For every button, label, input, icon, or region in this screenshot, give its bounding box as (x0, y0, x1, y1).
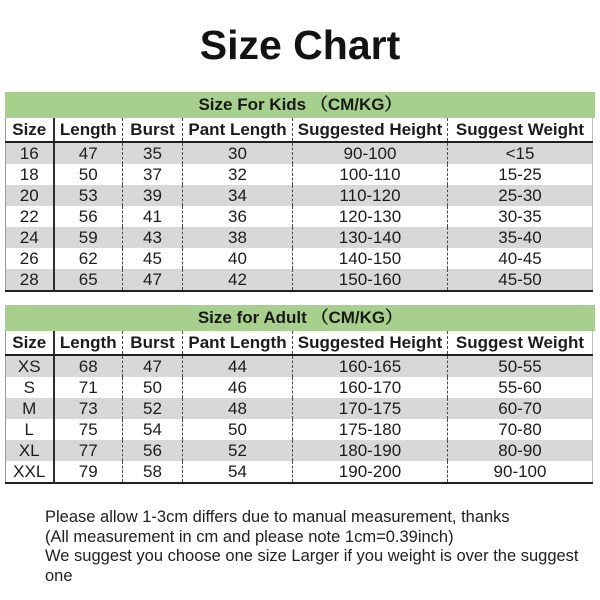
column-header-pant-length: Pant Length (183, 331, 293, 355)
column-header-suggested-height: Suggested Height (293, 331, 448, 355)
table-cell: 53 (54, 185, 123, 206)
adult-section-header: Size for Adult （CM/KG） (5, 305, 595, 331)
table-row (6, 355, 593, 377)
table-row (6, 398, 593, 419)
table-row (6, 227, 593, 248)
kids-header-row (6, 118, 593, 142)
table-cell: 77 (54, 440, 123, 461)
table-row (6, 164, 593, 185)
table-cell: 34 (183, 185, 293, 206)
table-row (6, 269, 593, 291)
column-header-size: Size (6, 118, 54, 142)
table-cell: 50-55 (448, 355, 593, 377)
table-cell: 40 (183, 248, 293, 269)
table-cell: 54 (183, 461, 293, 483)
table-row (6, 419, 593, 440)
note-line: Please allow 1-3cm differs due to manual measurement, thanks (45, 508, 510, 526)
table-cell: 130-140 (293, 227, 448, 248)
table-cell: 60-70 (448, 398, 593, 419)
table-cell: 90-100 (448, 461, 593, 483)
column-header-pant-length: Pant Length (183, 118, 293, 142)
kids-size-table (5, 118, 593, 292)
note-line: (All measurement in cm and please note 1cm=0.39inch) (45, 527, 454, 546)
table-cell: 56 (123, 440, 183, 461)
table-cell: 190-200 (293, 461, 448, 483)
table-cell: S (23, 377, 35, 397)
table-cell: 35-40 (448, 227, 593, 248)
table-cell: 43 (123, 227, 183, 248)
table-row (6, 461, 593, 483)
page-title: Size Chart (199, 22, 401, 68)
table-cell: 55-60 (448, 377, 593, 398)
table-cell: 50 (123, 377, 183, 398)
table-cell: 150-160 (293, 269, 448, 291)
table-cell: 36 (183, 206, 293, 227)
table-cell: 46 (183, 377, 293, 398)
table-cell: 70-80 (448, 419, 593, 440)
table-cell: 59 (54, 227, 123, 248)
table-cell: 79 (54, 461, 123, 483)
table-cell: 30 (183, 142, 293, 164)
table-cell: 35 (123, 142, 183, 164)
column-header-length: Length (54, 331, 123, 355)
table-row (6, 142, 593, 164)
table-cell: 45 (123, 248, 183, 269)
table-cell: 52 (183, 440, 293, 461)
column-header-burst: Burst (123, 118, 183, 142)
table-cell: XS (6, 355, 54, 377)
table-cell: 100-110 (293, 164, 448, 185)
table-cell: 68 (54, 355, 123, 377)
table-cell: L (24, 419, 34, 439)
kids-section-header: Size For Kids （CM/KG） (5, 92, 595, 118)
table-cell: 160-170 (293, 377, 448, 398)
table-cell: 41 (123, 206, 183, 227)
table-cell: 47 (54, 142, 123, 164)
table-cell: 22 (19, 206, 39, 226)
table-cell: 160-165 (293, 355, 448, 377)
adult-size-table (5, 331, 593, 484)
table-cell: 52 (123, 398, 183, 419)
table-cell: 28 (6, 269, 54, 291)
table-cell: 50 (54, 164, 123, 185)
table-cell: 42 (183, 269, 293, 291)
table-cell: 170-175 (293, 398, 448, 419)
table-cell: 65 (54, 269, 123, 291)
table-row (6, 440, 593, 461)
table-cell: 56 (54, 206, 123, 227)
table-cell: 110-120 (293, 185, 448, 206)
column-header-size: Size (6, 331, 54, 355)
table-cell: 90-100 (293, 142, 448, 164)
table-cell: 16 (6, 142, 54, 164)
table-cell: 39 (123, 185, 183, 206)
table-row (6, 377, 593, 398)
table-row (6, 206, 593, 227)
table-cell: 15-25 (448, 164, 593, 185)
table-cell: XL (6, 440, 54, 461)
table-cell: 75 (54, 419, 123, 440)
column-header-suggest-weight: Suggest Weight (448, 331, 593, 355)
table-cell: XXL (13, 461, 46, 481)
table-cell: 18 (19, 164, 39, 184)
note-line: We suggest you choose one size Larger if you weight is over the suggest one (45, 547, 579, 585)
table-cell: 180-190 (293, 440, 448, 461)
table-cell: 73 (54, 398, 123, 419)
table-cell: 47 (123, 269, 183, 291)
table-cell: 48 (183, 398, 293, 419)
table-cell: 25-30 (448, 185, 593, 206)
table-cell: 30-35 (448, 206, 593, 227)
table-cell: 32 (183, 164, 293, 185)
table-cell: 71 (54, 377, 123, 398)
column-header-suggested-height: Suggested Height (293, 118, 448, 142)
table-cell: 40-45 (448, 248, 593, 269)
table-cell: 47 (123, 355, 183, 377)
table-cell: 20 (6, 185, 54, 206)
table-cell: M (6, 398, 54, 419)
footer-notes (45, 508, 600, 586)
table-row (6, 185, 593, 206)
table-cell: 120-130 (293, 206, 448, 227)
adult-header-row (6, 331, 593, 355)
table-cell: 24 (6, 227, 54, 248)
column-header-burst: Burst (123, 331, 183, 355)
table-cell: 44 (183, 355, 293, 377)
column-header-suggest-weight: Suggest Weight (448, 118, 593, 142)
table-cell: 26 (19, 248, 39, 268)
table-cell: 54 (123, 419, 183, 440)
table-cell: 62 (54, 248, 123, 269)
table-row (6, 248, 593, 269)
table-cell: 58 (123, 461, 183, 483)
table-cell: 50 (183, 419, 293, 440)
table-cell: 175-180 (293, 419, 448, 440)
table-cell: <15 (448, 142, 593, 164)
table-cell: 38 (183, 227, 293, 248)
table-cell: 45-50 (448, 269, 593, 291)
table-cell: 80-90 (448, 440, 593, 461)
table-cell: 37 (123, 164, 183, 185)
column-header-length: Length (54, 118, 123, 142)
table-cell: 140-150 (293, 248, 448, 269)
